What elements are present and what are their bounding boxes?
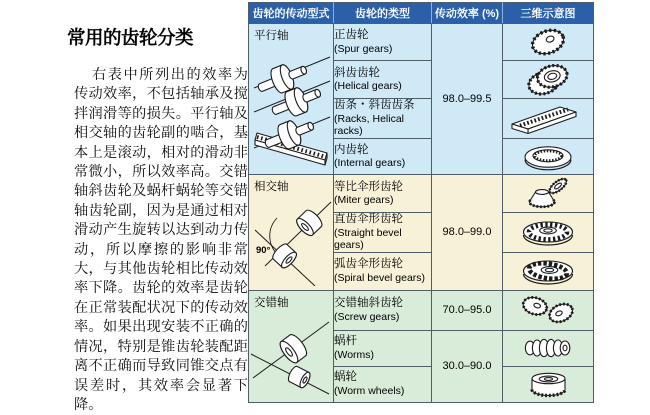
screw-gears-icon — [505, 292, 592, 328]
internal-gear-3d-cell — [503, 139, 594, 175]
gear-type-cell-internal — [334, 139, 432, 175]
gear-name-cn: 斜齿齿轮 — [334, 66, 380, 79]
gear-type-cell-helical — [334, 61, 432, 99]
gear-type-cell-spiral-bevel — [334, 252, 432, 290]
worm-3d-cell — [503, 330, 594, 366]
worm-wheel-3d-cell — [503, 366, 594, 402]
table-header-row — [249, 3, 594, 24]
efficiency-value-intersecting: 98.0–99.0 — [432, 175, 503, 291]
rack-icon — [505, 100, 592, 138]
gear-name-cn: 蜗杆 — [334, 335, 357, 347]
gear-name-cn: 齿条・斜齿齿条 — [334, 99, 415, 112]
gear-name-en: (Spur gears) — [334, 42, 393, 55]
gear-type-cell-worm — [334, 330, 432, 366]
shaft-type-cell-crossed — [249, 290, 334, 402]
shaft-type-cell-intersecting — [249, 175, 334, 291]
column-header-shaft-type: 齿轮的传动型式 — [249, 3, 334, 24]
worm-wheel-icon — [505, 368, 592, 400]
gear-type-cell-worm-wheel — [334, 366, 432, 402]
gear-classification-table — [248, 2, 594, 403]
table-row — [249, 175, 594, 213]
miter-gears-icon — [505, 177, 592, 211]
helical-gear-3d-cell — [503, 61, 594, 99]
crossed-shafts-illustration — [249, 306, 334, 398]
miter-gears-3d-cell — [503, 175, 594, 213]
internal-gear-icon — [505, 141, 592, 173]
gear-name-cn: 直齿伞形齿轮 — [334, 213, 403, 225]
rack-3d-cell — [503, 99, 594, 139]
efficiency-value-screw: 70.0–95.0 — [432, 290, 503, 330]
gear-name-en: (Worms) — [334, 348, 375, 361]
gear-name-cn: 弧齿伞形齿轮 — [334, 258, 403, 270]
gear-name-cn: 蜗轮 — [334, 371, 357, 383]
column-header-gear-type: 齿轮的类型 — [334, 3, 432, 24]
shaft-type-label: 交错轴 — [254, 296, 289, 309]
gear-name-en: (Worm wheels) — [334, 384, 405, 397]
intro-paragraph: 右表中所列出的效率为传动效率，不包括轴承及搅拌润滑等的损失。平行轴及相交轴的齿轮副的啮合，基本上是滚动，相对的滑动非常微小，所以效率高。交错轴斜齿轮及蜗杆蜗轮等交错轴齿轮副，因为是通过相对滑动产生旋转以达到动力传动，所以摩擦的影响非常大，与其他齿轮相比传动效率下降。齿轮的效率是齿轮在正常装配状况下的传动效率。如果出现安装不正确的情况，特别是锥齿轮装配距离不正确而导致同锥交点有误差时，其效率会显著下降。 — [74, 67, 248, 413]
spur-gear-icon — [505, 26, 592, 58]
gear-name-cn: 等比伞形齿轮 — [334, 180, 403, 193]
shaft-type-label: 平行轴 — [254, 30, 289, 42]
gear-name-en: (Helical gears) — [334, 80, 402, 92]
screw-gears-3d-cell — [503, 290, 594, 330]
column-header-3d-view: 三维示意图 — [503, 3, 594, 24]
spur-gear-3d-cell — [503, 24, 594, 61]
efficiency-value-parallel: 98.0–99.5 — [432, 24, 503, 175]
gear-type-cell-screw — [334, 290, 432, 330]
parallel-shafts-illustration — [249, 41, 334, 171]
gear-name-en: (Racks, Helical racks) — [334, 112, 405, 138]
efficiency-value-worm: 30.0–90.0 — [432, 330, 503, 402]
page-title: 常用的齿轮分类 — [67, 27, 194, 48]
gear-name-en: (Straight bevel gears) — [334, 226, 402, 251]
spiral-bevel-gear-icon — [505, 254, 592, 288]
gear-type-cell-rack — [334, 99, 432, 139]
gear-type-cell-spur — [334, 24, 432, 61]
gear-name-en: (Screw gears) — [334, 310, 400, 323]
spiral-bevel-gear-3d-cell — [503, 252, 594, 290]
helical-gear-icon — [505, 63, 592, 97]
column-header-efficiency: 传动效率 (%) — [432, 3, 503, 24]
angle-label: 90° — [256, 245, 271, 256]
gear-name-cn: 内齿轮 — [334, 143, 369, 156]
gear-type-cell-straight-bevel — [334, 213, 432, 253]
gear-name-cn: 交错轴斜齿轮 — [334, 297, 403, 309]
gear-name-en: (Spiral bevel gears) — [334, 271, 426, 284]
shaft-type-label: 相交轴 — [254, 181, 289, 193]
straight-bevel-gear-3d-cell — [503, 213, 594, 253]
gear-type-cell-miter — [334, 175, 432, 213]
gear-name-cn: 正齿轮 — [334, 29, 369, 41]
intersecting-shafts-illustration — [249, 190, 334, 286]
gear-name-en: (Internal gears) — [334, 157, 406, 169]
worm-icon — [505, 331, 592, 365]
straight-bevel-gear-icon — [505, 215, 592, 249]
table-row — [249, 24, 594, 61]
gear-name-en: (Miter gears) — [334, 194, 394, 206]
shaft-type-cell-parallel — [249, 24, 334, 175]
table-row — [249, 290, 594, 330]
